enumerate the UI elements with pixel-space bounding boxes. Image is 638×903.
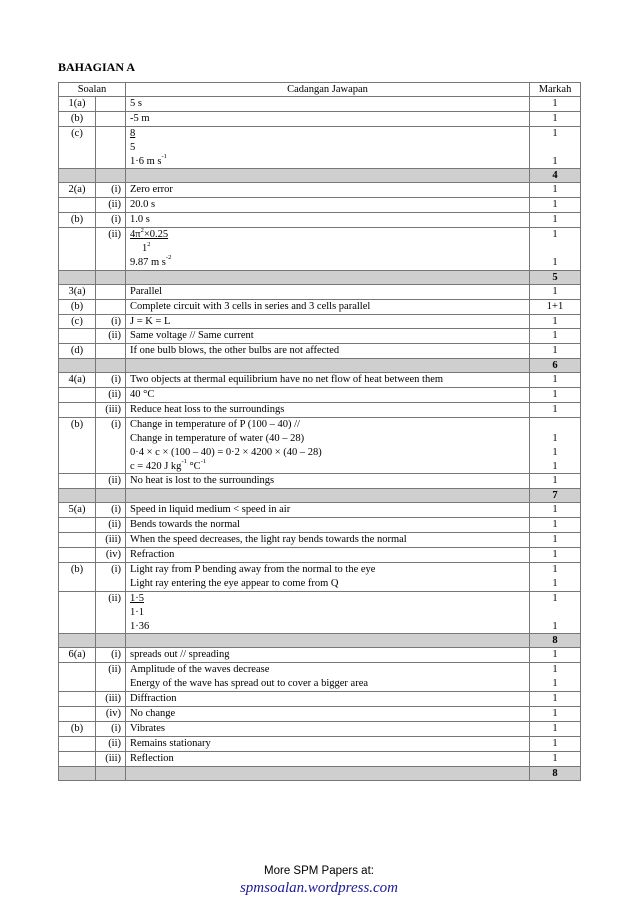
marks — [530, 548, 581, 563]
marks — [530, 344, 581, 359]
suggested-answer — [126, 751, 530, 766]
answer-line: 8 — [130, 127, 136, 139]
sub-question-number: (iv) — [96, 706, 126, 721]
marks — [530, 126, 581, 169]
marks — [530, 751, 581, 766]
marks — [530, 284, 581, 299]
mark-line: 1 — [552, 737, 558, 749]
answer-line: 5 — [130, 141, 136, 153]
table-header-row — [59, 83, 581, 97]
mark-line: 1 — [552, 504, 558, 516]
mark-line: 1 — [552, 446, 558, 458]
question-number: 3(a) — [59, 284, 96, 299]
mark-line — [534, 242, 576, 256]
total-marks: 8 — [530, 766, 581, 780]
sub-question-number: (i) — [96, 213, 126, 228]
blank-cell — [96, 634, 126, 648]
sub-question-number: (ii) — [96, 591, 126, 634]
answer-row — [59, 213, 581, 228]
suggested-answer — [126, 591, 530, 634]
answer-row — [59, 591, 581, 634]
total-marks-row — [59, 270, 581, 284]
answer-row — [59, 299, 581, 314]
question-number: 1(a) — [59, 97, 96, 112]
sub-question-number: (iv) — [96, 548, 126, 563]
suggested-answer — [126, 533, 530, 548]
question-number: (b) — [59, 213, 96, 228]
marks — [530, 417, 581, 474]
footer-text: More SPM Papers at: — [264, 865, 374, 877]
answer-line: Amplitude of the waves decrease — [130, 664, 270, 676]
answer-line: Remains stationary — [130, 737, 211, 749]
answer-line: 1.0 s — [130, 214, 150, 226]
marks — [530, 373, 581, 388]
mark-line: 1 — [552, 112, 558, 124]
answer-row — [59, 518, 581, 533]
question-number: (b) — [59, 299, 96, 314]
answer-line: 5 s — [130, 98, 142, 109]
answer-row — [59, 721, 581, 736]
sub-question-number: (iii) — [96, 751, 126, 766]
answer-row — [59, 183, 581, 198]
answer-row — [59, 403, 581, 418]
suggested-answer — [126, 388, 530, 403]
question-number — [59, 474, 96, 489]
sub-question-number: (i) — [96, 373, 126, 388]
suggested-answer — [126, 474, 530, 489]
answer-row — [59, 329, 581, 344]
suggested-answer — [126, 663, 530, 692]
sub-question-number: (iii) — [96, 692, 126, 707]
marks — [530, 736, 581, 751]
sub-question-number — [96, 299, 126, 314]
question-number: 5(a) — [59, 503, 96, 518]
marks — [530, 533, 581, 548]
mark-line: 1 — [552, 563, 558, 575]
mark-line: 1 — [552, 374, 558, 386]
sub-question-number — [96, 126, 126, 169]
mark-line: 1 — [552, 577, 558, 589]
answer-scheme-table — [58, 82, 581, 781]
total-marks: 8 — [530, 634, 581, 648]
sub-question-number: (ii) — [96, 736, 126, 751]
mark-line: 1 — [552, 693, 558, 705]
question-number — [59, 403, 96, 418]
question-number: (c) — [59, 126, 96, 169]
mark-line: 1 — [552, 752, 558, 764]
question-number — [59, 518, 96, 533]
answer-line: Two objects at thermal equilibrium have no net flow of heat between them — [130, 374, 444, 386]
question-number: 6(a) — [59, 648, 96, 663]
sub-question-number: (ii) — [96, 198, 126, 213]
marks — [530, 692, 581, 707]
mark-line: 1 — [552, 678, 558, 690]
mark-line: 1 — [552, 199, 558, 211]
marks — [530, 299, 581, 314]
question-number — [59, 533, 96, 548]
answer-line: Refraction — [130, 549, 175, 561]
suggested-answer — [126, 198, 530, 213]
suggested-answer — [126, 183, 530, 198]
marks — [530, 562, 581, 591]
answer-line: 1·6 m $s^{-1}$ — [130, 153, 167, 167]
sub-question-number — [96, 97, 126, 112]
answer-line: When the speed decreases, the light ray bends towards the normal — [130, 534, 407, 546]
answer-row — [59, 692, 581, 707]
sub-question-number: (iii) — [96, 403, 126, 418]
suggested-answer — [126, 373, 530, 388]
sub-question-number: (ii) — [96, 663, 126, 692]
answer-row — [59, 417, 581, 474]
suggested-answer — [126, 111, 530, 126]
question-number: (b) — [59, 562, 96, 591]
question-number — [59, 736, 96, 751]
mark-line: 1 — [552, 155, 558, 167]
marks — [530, 663, 581, 692]
question-number — [59, 329, 96, 344]
footer-link[interactable]: spmsoalan.wordpress.com — [239, 880, 399, 896]
mark-line: 1 — [552, 592, 558, 604]
marks — [530, 97, 581, 112]
mark-line: 1 — [552, 664, 558, 676]
mark-line: 1 — [552, 330, 558, 342]
answer-line: J = K = L — [130, 315, 171, 327]
answer-line: Energy of the wave has spread out to cover a bigger area — [130, 678, 369, 690]
question-number — [59, 548, 96, 563]
mark-line: 1+1 — [546, 300, 564, 312]
answer-line: Diffraction — [130, 693, 177, 705]
total-marks-row — [59, 359, 581, 373]
sub-question-number: (i) — [96, 314, 126, 329]
suggested-answer — [126, 97, 530, 112]
answer-row — [59, 706, 581, 721]
sub-question-number: (i) — [96, 562, 126, 591]
blank-cell — [59, 270, 96, 284]
answer-row — [59, 373, 581, 388]
header-markah: Markah — [530, 83, 581, 97]
mark-line: 1 — [552, 549, 558, 561]
suggested-answer — [126, 213, 530, 228]
question-number — [59, 198, 96, 213]
sub-question-number: (i) — [96, 648, 126, 663]
mark-line: 1 — [552, 519, 558, 531]
answer-line: Change in temperature of water (40 – 28) — [130, 432, 305, 444]
sub-question-number: (i) — [96, 721, 126, 736]
blank-cell — [126, 169, 530, 183]
answer-line: spreads out // spreading — [130, 649, 230, 661]
marks — [530, 198, 581, 213]
suggested-answer — [126, 648, 530, 663]
blank-cell — [126, 270, 530, 284]
blank-cell — [59, 489, 96, 503]
mark-line: 1 — [552, 722, 558, 734]
answer-line: Bends towards the normal — [130, 519, 240, 531]
total-marks: 5 — [530, 270, 581, 284]
answer-row — [59, 97, 581, 112]
marks — [530, 329, 581, 344]
suggested-answer — [126, 548, 530, 563]
blank-cell — [59, 359, 96, 373]
answer-line: Vibrates — [130, 722, 165, 734]
answer-line: No heat is lost to the surroundings — [130, 475, 275, 487]
answer-line: Reduce heat loss to the surroundings — [130, 404, 285, 416]
answer-line: 1·1 — [130, 606, 145, 618]
marks — [530, 648, 581, 663]
answer-line: Change in temperature of P (100 – 40) // — [130, 418, 300, 430]
mark-line: 1 — [552, 404, 558, 416]
suggested-answer — [126, 736, 530, 751]
answer-line: Complete circuit with 3 cells in series and 3 cells parallel — [130, 300, 371, 312]
answer-line: 40 °C — [130, 389, 155, 401]
answer-row — [59, 736, 581, 751]
question-number — [59, 706, 96, 721]
mark-line — [534, 606, 576, 620]
answer-line: Zero error — [130, 184, 173, 196]
sub-question-number — [96, 111, 126, 126]
blank-cell — [126, 359, 530, 373]
answer-row — [59, 751, 581, 766]
sub-question-number: (ii) — [96, 474, 126, 489]
header-cadangan-jawapan: Cadangan Jawapan — [126, 83, 530, 97]
sub-question-number: (iii) — [96, 533, 126, 548]
answer-row — [59, 314, 581, 329]
suggested-answer — [126, 721, 530, 736]
blank-cell — [96, 766, 126, 780]
sub-question-number: (i) — [96, 183, 126, 198]
question-number — [59, 228, 96, 271]
marks — [530, 314, 581, 329]
mark-line: 1 — [552, 475, 558, 487]
answer-line: Speed in liquid medium < speed in air — [130, 504, 291, 516]
marks — [530, 183, 581, 198]
sub-question-number: (i) — [96, 417, 126, 474]
marks — [530, 388, 581, 403]
question-number: (c) — [59, 314, 96, 329]
sub-question-number: (ii) — [96, 228, 126, 271]
mark-line: 1 — [552, 460, 558, 472]
mark-line: 1 — [552, 256, 558, 268]
marks — [530, 518, 581, 533]
mark-line: 1 — [552, 432, 558, 444]
suggested-answer — [126, 299, 530, 314]
question-number — [59, 751, 96, 766]
marks — [530, 213, 581, 228]
suggested-answer — [126, 417, 530, 474]
answer-row — [59, 126, 581, 169]
sub-question-number — [96, 284, 126, 299]
answer-line: $4\pi^2\times 0.25$ — [130, 226, 169, 241]
answer-line: Light ray from P bending away from the normal to the eye — [130, 563, 376, 575]
answer-row — [59, 111, 581, 126]
answer-row — [59, 648, 581, 663]
question-number: (d) — [59, 344, 96, 359]
question-number: 2(a) — [59, 183, 96, 198]
section-heading: BAHAGIAN A — [58, 60, 136, 74]
answer-line: Parallel — [130, 285, 163, 297]
question-number: (b) — [59, 721, 96, 736]
question-number: (b) — [59, 111, 96, 126]
mark-line: 1 — [552, 707, 558, 719]
blank-cell — [126, 766, 530, 780]
answer-row — [59, 228, 581, 271]
mark-line: 1 — [552, 345, 558, 357]
suggested-answer — [126, 314, 530, 329]
answer-row — [59, 562, 581, 591]
question-number — [59, 663, 96, 692]
answer-line: -5 m — [130, 112, 150, 124]
answer-line: 1·5 — [130, 592, 145, 604]
answer-line: 20.0 s — [130, 199, 156, 211]
suggested-answer — [126, 503, 530, 518]
question-number — [59, 692, 96, 707]
answer-row — [59, 548, 581, 563]
suggested-answer — [126, 126, 530, 169]
answer-row — [59, 474, 581, 489]
mark-line: 1 — [552, 649, 558, 661]
answer-line: c = 420 J $kg^{-1}$ $^\circ C^{-1}$ — [130, 458, 207, 472]
answer-row — [59, 533, 581, 548]
total-marks-row — [59, 634, 581, 648]
blank-cell — [59, 634, 96, 648]
marks — [530, 503, 581, 518]
table-body — [59, 97, 581, 781]
blank-cell — [96, 359, 126, 373]
answer-line: $1^2$ — [142, 240, 151, 255]
suggested-answer — [126, 562, 530, 591]
blank-cell — [96, 169, 126, 183]
suggested-answer — [126, 518, 530, 533]
mark-line: 1 — [552, 389, 558, 401]
answer-row — [59, 284, 581, 299]
marks — [530, 721, 581, 736]
mark-line: 1 — [552, 534, 558, 546]
mark-line: 1 — [552, 229, 558, 241]
mark-line: 1 — [552, 214, 558, 226]
suggested-answer — [126, 228, 530, 271]
question-number — [59, 388, 96, 403]
answer-line: 1·36 — [130, 620, 150, 632]
suggested-answer — [126, 344, 530, 359]
blank-cell — [59, 169, 96, 183]
mark-line: 1 — [552, 620, 558, 632]
suggested-answer — [126, 692, 530, 707]
marks — [530, 706, 581, 721]
marks — [530, 403, 581, 418]
mark-line — [534, 141, 576, 155]
blank-cell — [59, 766, 96, 780]
blank-cell — [126, 489, 530, 503]
header-soalan: Soalan — [59, 83, 126, 97]
blank-cell — [96, 270, 126, 284]
answer-line: 0·4 × c × (100 – 40) = 0·2 × 4200 × (40 – 28) — [130, 446, 322, 458]
answer-line: No change — [130, 707, 176, 719]
sub-question-number — [96, 344, 126, 359]
question-number: (b) — [59, 417, 96, 474]
total-marks-row — [59, 489, 581, 503]
suggested-answer — [126, 706, 530, 721]
answer-line: Light ray entering the eye appear to come from Q — [130, 577, 339, 589]
total-marks-row — [59, 169, 581, 183]
suggested-answer — [126, 329, 530, 344]
suggested-answer — [126, 403, 530, 418]
answer-line: Reflection — [130, 752, 174, 764]
mark-line: 1 — [552, 127, 558, 139]
marks — [530, 228, 581, 271]
mark-line: 1 — [552, 315, 558, 327]
mark-line — [534, 418, 576, 432]
marks — [530, 591, 581, 634]
mark-line: 1 — [552, 98, 558, 109]
sub-question-number: (ii) — [96, 388, 126, 403]
blank-cell — [96, 489, 126, 503]
marks — [530, 111, 581, 126]
total-marks: 6 — [530, 359, 581, 373]
answer-line: Same voltage // Same current — [130, 330, 254, 342]
suggested-answer — [126, 284, 530, 299]
answer-row — [59, 663, 581, 692]
answer-line: If one bulb blows, the other bulbs are not affected — [130, 345, 340, 357]
sub-question-number: (ii) — [96, 518, 126, 533]
marks — [530, 474, 581, 489]
answer-line: 9.87 m $s^{-2}$ — [130, 254, 172, 268]
total-marks-row — [59, 766, 581, 780]
sub-question-number: (i) — [96, 503, 126, 518]
answer-row — [59, 198, 581, 213]
answer-row — [59, 388, 581, 403]
mark-line: 1 — [552, 285, 558, 297]
question-number: 4(a) — [59, 373, 96, 388]
total-marks: 4 — [530, 169, 581, 183]
mark-line: 1 — [552, 184, 558, 196]
answer-row — [59, 503, 581, 518]
sub-question-number: (ii) — [96, 329, 126, 344]
answer-row — [59, 344, 581, 359]
question-number — [59, 591, 96, 634]
total-marks: 7 — [530, 489, 581, 503]
blank-cell — [126, 634, 530, 648]
